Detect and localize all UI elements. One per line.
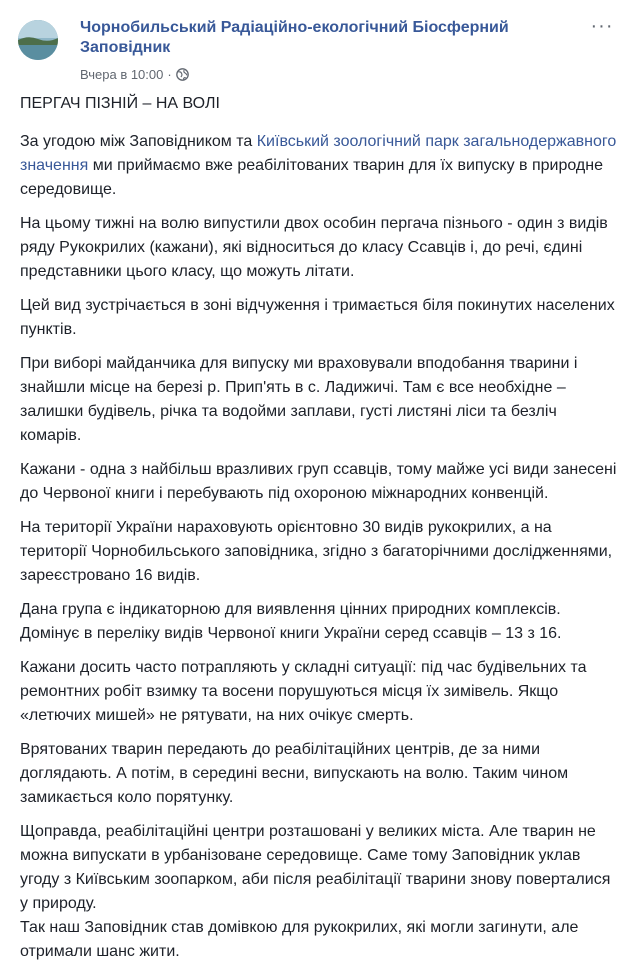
post-meta: [80, 67, 189, 85]
post-header: [18, 14, 618, 94]
paragraph-2: На цьому тижні на волю випустили двох особин пергача пізнього - один з видів ряду Рукокрилих (кажани), які відноситься до класу Ссавців і, до речі, єдині представники цього класу, що можуть літати.: [20, 215, 608, 280]
paragraph-4: При виборі майданчика для випуску ми враховували вподобання тварини і знайшли місце на березі р. Прип'ять в с. Ладижичі. Там є все необхідне – залишки будівель, річка та водойми заплави, густі листяні ліси та безліч комарів.: [20, 355, 578, 444]
meta-separator: ·: [167, 67, 172, 82]
paragraph-11: Так наш Заповідник став домівкою для рукокрилих, які могли загинути, але отримали шанс жити.: [20, 919, 579, 960]
post-title: ПЕРГАЧ ПІЗНІЙ – НА ВОЛІ: [20, 95, 220, 112]
paragraph-1-text-start: За угодою між Заповідником та: [20, 133, 257, 150]
ellipsis-icon: ···: [590, 15, 614, 37]
paragraph-10: Щоправда, реабілітаційні центри розташовані у великих міста. Але тварин не можна випускати в урбанізоване середовище. Саме тому Заповідник уклав угоду з Київським зоопарком, аби після реабілітації тварини знову поверталися у природу.: [20, 823, 611, 912]
paragraph-7: Дана група є індикаторною для виявлення цінних природних комплексів. Домінує в переліку видів Червоної книги України серед ссавців – 13 з 16.: [20, 601, 562, 642]
globe-icon[interactable]: [176, 68, 189, 85]
paragraph-1: [20, 130, 620, 202]
paragraph-9: Врятованих тварин передають до реабілітаційних центрів, де за ними доглядають. А потім, в середині весни, випускають на волю. Таким чином замикається коло порятунку.: [20, 741, 569, 806]
more-options-button[interactable]: [590, 14, 614, 38]
post-timestamp[interactable]: Вчера в 10:00: [80, 67, 164, 82]
kyiv-zoo-link[interactable]: Київський зоологічний парк загальнодержавного значення: [20, 133, 617, 174]
paragraph-8: Кажани досить часто потрапляють у складні ситуації: під час будівельних та ремонтних робіт взимку та восени порушуються місця їх зимівель. Якщо «летючих мишей» не рятувати, на них очікує смерть.: [20, 659, 587, 724]
paragraph-1-text-end: ми приймаємо вже реабілітованих тварин для їх випуску в природне середовище.: [20, 157, 603, 198]
paragraph-5: Кажани - одна з найбільш вразливих груп ссавців, тому майже усі види занесені до Червоної книги і перебувають під охороною міжнародних конвенцій.: [20, 461, 617, 502]
paragraph-3: Цей вид зустрічається в зоні відчуження і тримається біля покинутих населених пунктів.: [20, 297, 615, 338]
post-body: [20, 92, 620, 964]
landscape-image: [18, 20, 58, 60]
page-name-link[interactable]: Чорнобильський Радіаційно-екологічний Біосферний Заповідник: [80, 19, 509, 56]
paragraph-6: На території України нараховують орієнтовно 30 видів рукокрилих, а на території Чорнобильського заповідника, згідно з багаторічними дослідженнями, зареєстровано 16 видів.: [20, 519, 613, 584]
page-avatar[interactable]: [18, 20, 58, 60]
